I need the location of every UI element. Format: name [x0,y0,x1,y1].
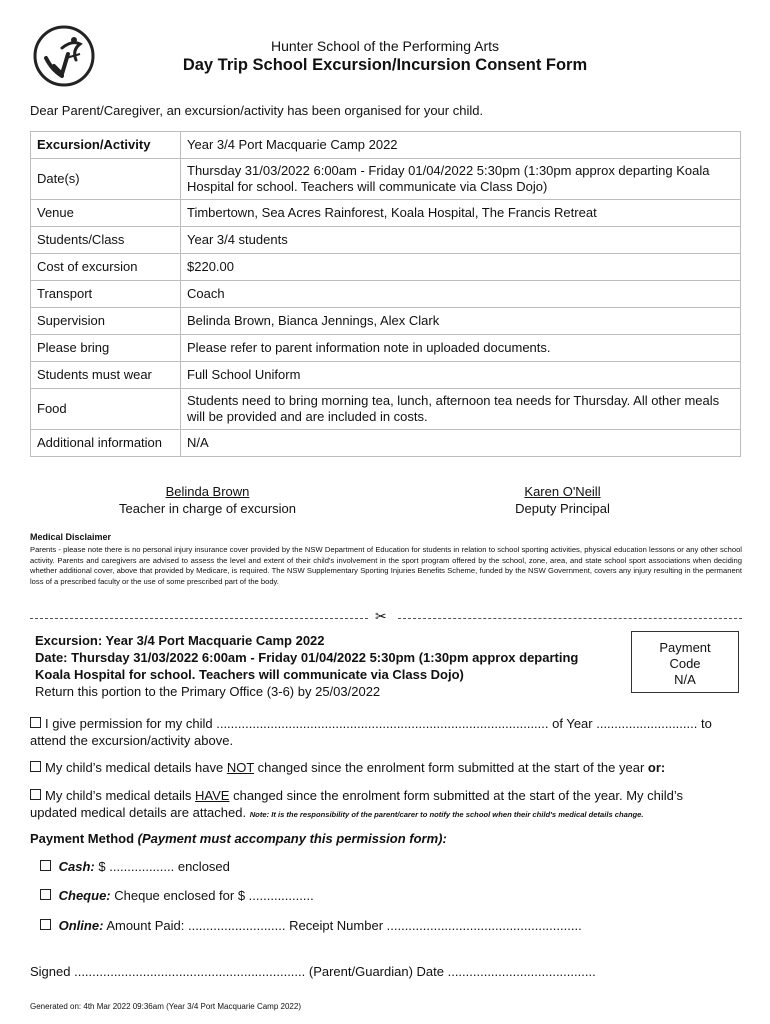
permission-text: I give permission for my child ............................................................................................ of Year ............................ to [45,716,712,731]
teacher-signatory [100,483,315,517]
online-checkbox[interactable] [40,919,51,930]
row-value: Thursday 31/03/2022 6:00am - Friday 01/04/2022 5:30pm (1:30pm approx departing Koala Hospital for school. Teachers will communicate via Class Dojo) [181,159,741,200]
cheque-text: Cheque enclosed for $ .................. [114,888,314,903]
medical-disclaimer-heading: Medical Disclaimer [30,532,112,542]
payment-online-option [40,918,582,933]
medical-changed-text-2: changed since the enrolment form submitted at the start of the year. My child’s [229,788,684,803]
table-row [31,159,741,200]
cut-line [30,608,742,624]
or-label: or: [647,760,666,775]
online-label: Online: [58,918,104,933]
excursion-details-table [30,131,741,457]
row-label: Supervision [31,308,181,335]
payment-code-box [631,631,739,693]
row-value: Year 3/4 Port Macquarie Camp 2022 [181,132,741,159]
deputy-role: Deputy Principal [515,501,610,516]
row-label: Food [31,389,181,430]
row-label: Transport [31,281,181,308]
have-emphasis: HAVE [195,788,230,803]
payment-cheque-option [40,888,314,903]
not-emphasis: NOT [226,760,255,775]
row-label: Excursion/Activity [31,132,181,159]
row-label: Additional information [31,430,181,457]
deputy-name: Karen O'Neill [524,484,601,499]
payment-code-label: Payment [659,640,711,655]
online-text: Amount Paid: ........................... Receipt Number ...................................................... [106,918,582,933]
payment-method-note: (Payment must accompany this permission form): [137,831,447,846]
table-row [31,389,741,430]
medical-changed-text-3: updated medical details are attached. [30,805,250,820]
row-label: Please bring [31,335,181,362]
payment-method-title: Payment Method [30,831,135,846]
medical-disclaimer-text: Parents - please note there is no personal injury insurance cover provided by the NSW Department of Education for students in relation to school sporting activities, physical education lessons or any other school activity. Parents and caregivers are advised to assess the level and extent of their child's involvement in the sport program offered by the school, zone, area, and state school sport associations when deciding whether additional cover, above that provided by Medicare, is required. The NSW Supplementary Sporting Injuries Benefits Scheme, funded by the NSW Government, covers any injury resulting in the permanent loss of a prescribed faculty or the use of some prescribed part of the body. [30,545,742,586]
greeting-text: Dear Parent/Caregiver, an excursion/activity has been organised for your child. [30,103,484,118]
row-value: Timbertown, Sea Acres Rainforest, Koala Hospital, The Francis Retreat [181,200,741,227]
form-title: Day Trip School Excursion/Incursion Consent Form [182,56,588,74]
row-value: $220.00 [181,254,741,281]
payment-code-label-2: Code [669,656,701,671]
payment-code-value: N/A [674,672,696,687]
return-slip-details [35,632,625,700]
row-label: Students/Class [31,227,181,254]
scissors-icon: ✂ [375,608,387,624]
medical-changed-text: My child’s medical details [45,788,196,803]
table-row [31,430,741,457]
signature-line[interactable]: Signed ................................................................ (Parent/Guardian) Date ......................................... [30,964,596,979]
row-label: Venue [31,200,181,227]
row-value: Year 3/4 students [181,227,741,254]
return-slip-excursion: Excursion: Year 3/4 Port Macquarie Camp 2022 [35,633,325,648]
row-value: Please refer to parent information note in uploaded documents. [181,335,741,362]
row-value: Students need to bring morning tea, lunch, afternoon tea needs for Thursday. All other meals will be provided and are included in costs. [181,389,741,430]
cash-label: Cash: [58,859,95,874]
generated-footer: Generated on: 4th Mar 2022 09:36am (Year 3/4 Port Macquarie Camp 2022) [30,1002,301,1011]
return-slip-date: Date: Thursday 31/03/2022 6:00am - Friday 01/04/2022 5:30pm (1:30pm approx departing [35,650,579,665]
row-label: Cost of excursion [31,254,181,281]
row-value: Belinda Brown, Bianca Jennings, Alex Clark [181,308,741,335]
return-instructions: Return this portion to the Primary Office (3-6) by 25/03/2022 [35,684,381,699]
table-row [31,308,741,335]
table-row [31,335,741,362]
cheque-label: Cheque: [58,888,111,903]
table-row [31,362,741,389]
teacher-role: Teacher in charge of excursion [118,501,297,516]
table-row [31,132,741,159]
row-label: Students must wear [31,362,181,389]
payment-cash-option [40,859,230,874]
table-row [31,254,741,281]
table-row [31,227,741,254]
medical-unchanged-option [30,759,742,776]
permission-text-2: attend the excursion/activity above. [30,733,234,748]
row-label: Date(s) [31,159,181,200]
medical-unchanged-text: My child’s medical details have [45,760,227,775]
cash-checkbox[interactable] [40,860,51,871]
school-name: Hunter School of the Performing Arts [271,38,499,54]
table-row [31,200,741,227]
medical-changed-checkbox[interactable] [30,789,41,800]
payment-method-heading [30,831,447,846]
responsibility-note: Note: It is the responsibility of the parent/carer to notify the school when their child's medical details change. [249,810,644,819]
cheque-checkbox[interactable] [40,889,51,900]
row-value: Full School Uniform [181,362,741,389]
cash-text: $ .................. enclosed [98,859,230,874]
teacher-name: Belinda Brown [165,484,250,499]
return-slip-date-cont: Koala Hospital for school. Teachers will communicate via Class Dojo) [35,667,464,682]
medical-unchanged-text-2: changed since the enrolment form submitted at the start of the year [254,760,648,775]
permission-checkbox[interactable] [30,717,41,728]
row-value: Coach [181,281,741,308]
deputy-signatory [455,483,670,517]
permission-statement [30,715,742,749]
medical-unchanged-checkbox[interactable] [30,761,41,772]
row-value: N/A [181,430,741,457]
medical-changed-option [30,787,742,823]
table-row [31,281,741,308]
